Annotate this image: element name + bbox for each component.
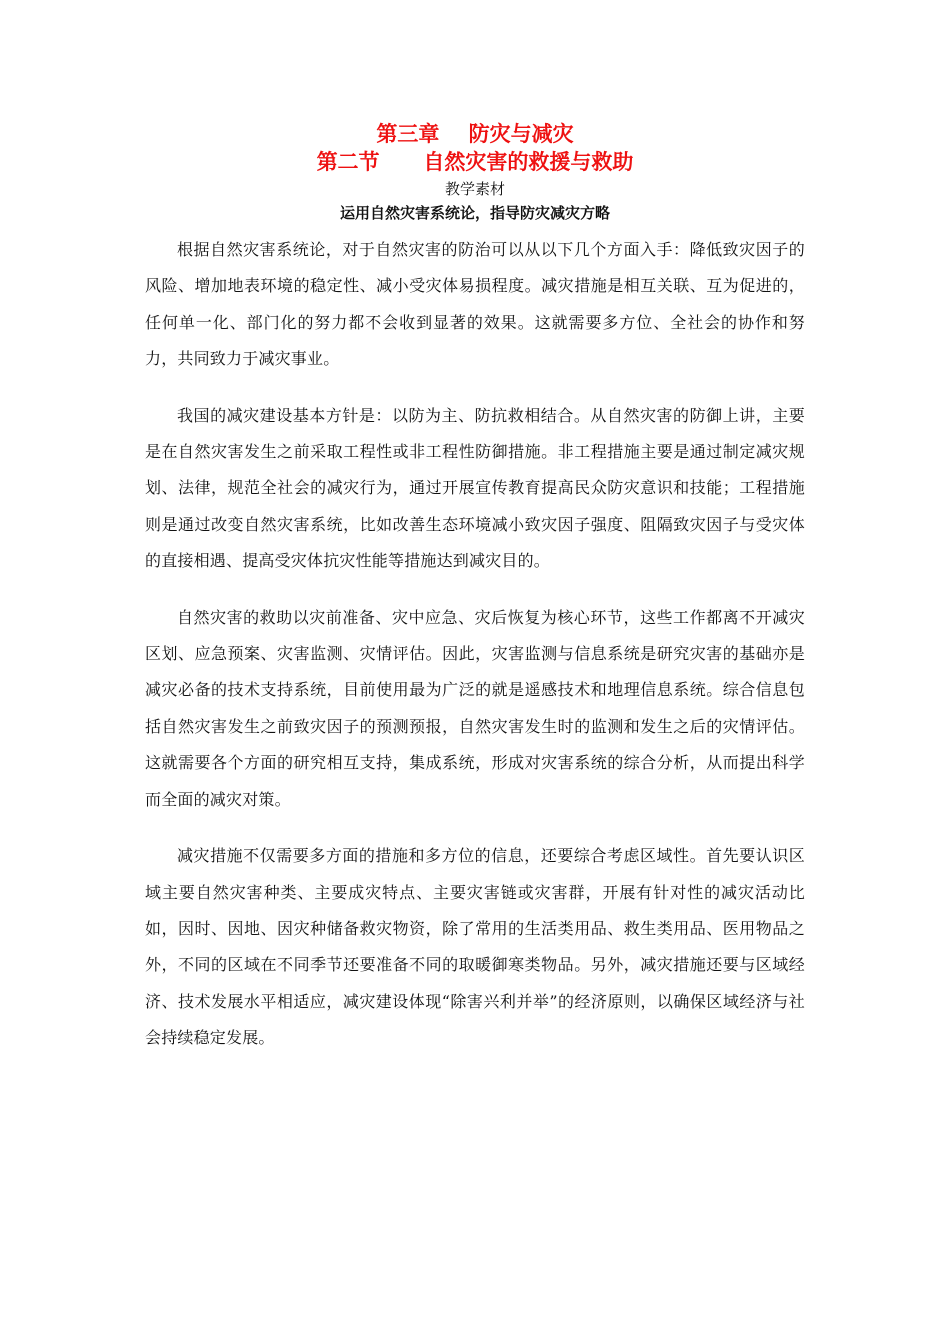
paragraph-2: 我国的减灾建设基本方针是：以防为主、防抗救相结合。从自然灾害的防御上讲，主要是在自然灾害发生之前采取工程性或非工程性防御措施。非工程措施主要是通过制定减灾规划、法律，规范全社会的减灾行为，通过开展宣传教育提高民众防灾意识和技能；工程措施则是通过改变自然灾害系统，比如改善生态环境减小致灾因子强度、阻隔致灾因子与受灾体的直接相遇、提高受灾体抗灾性能等措施达到减灾目的。 [145, 405, 805, 571]
paragraph-1: 根据自然灾害系统论，对于自然灾害的防治可以从以下几个方面入手：降低致灾因子的风险、增加地表环境的稳定性、减小受灾体易损程度。减灾措施是相互关联、互为促进的，任何单一化、部门化的努力都不会收到显著的效果。这就需要多方位、全社会的协作和努力，共同致力于减灾事业。 [145, 240, 805, 369]
subtitle: 教学素材 [444, 180, 505, 198]
title-block [0, 120, 950, 226]
paragraph-3: 自然灾害的救助以灾前准备、灾中应急、灾后恢复为核心环节，这些工作都离不开减灾区划、应急预案、灾害监测、灾情评估。因此，灾害监测与信息系统是研究灾害的基础亦是减灾必备的技术支持系统，目前使用最为广泛的就是遥感技术和地理信息系统。综合信息包括自然灾害发生之前致灾因子的预测预报，自然灾害发生时的监测和发生之后的灾情评估。这就需要各个方面的研究相互支持，集成系统，形成对灾害系统的综合分析，从而提出科学而全面的减灾对策。 [145, 607, 805, 809]
paragraph-4: 减灾措施不仅需要多方面的措施和多方位的信息，还要综合考虑区域性。首先要认识区域主要自然灾害种类、主要成灾特点、主要灾害链或灾害群，开展有针对性的减灾活动比如，因时、因地、因灾种储备救灾物资，除了常用的生活类用品、救生类用品、医用物品之外，不同的区域在不同季节还要准备不同的取暖御寒类物品。另外，减灾措施还要与区域经济、技术发展水平相适应，减灾建设体现“除害兴利并举”的经济原则，以确保区域经济与社会持续稳定发展。 [145, 846, 805, 1048]
chapter-title: 第三章 防灾与减灾 [376, 122, 574, 146]
article-heading: 运用自然灾害系统论，指导防灾减灾方略 [339, 204, 610, 222]
section-title: 第二节 自然灾害的救援与救助 [316, 150, 634, 174]
article-body [145, 232, 805, 1077]
